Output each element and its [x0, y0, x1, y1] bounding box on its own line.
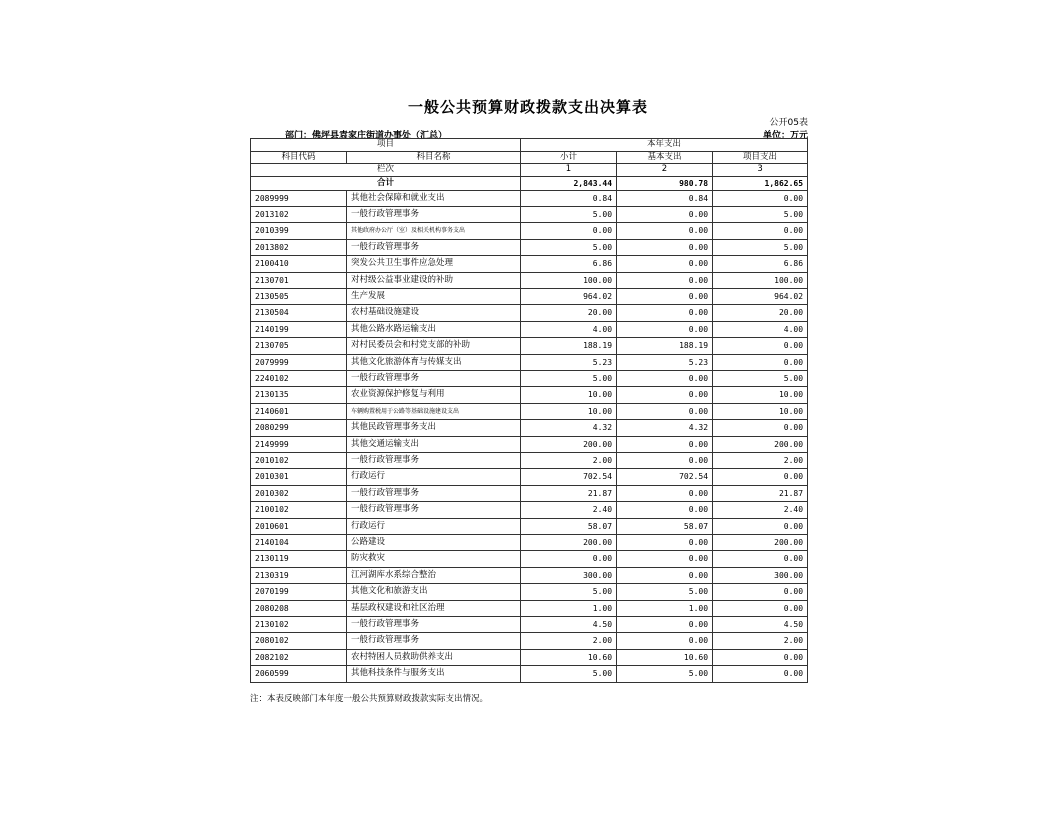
- table-row: [251, 518, 808, 534]
- table-row: [251, 190, 808, 206]
- subject-name: 其他公路水路运输支出: [347, 321, 521, 337]
- project-value: 20.00: [713, 305, 808, 321]
- subtotal-value: 5.00: [521, 206, 617, 222]
- subject-code: 2100410: [251, 256, 347, 272]
- header-row-1: [251, 139, 808, 152]
- basic-value: 10.60: [617, 649, 713, 665]
- project-value: 0.00: [713, 190, 808, 206]
- subtotal-value: 58.07: [521, 518, 617, 534]
- table-row: [251, 469, 808, 485]
- basic-value: 0.00: [617, 485, 713, 501]
- subject-name: 一般行政管理事务: [347, 617, 521, 633]
- subject-code: 2130504: [251, 305, 347, 321]
- header-basic: 基本支出: [617, 151, 713, 164]
- project-value: 5.00: [713, 370, 808, 386]
- project-value: 0.00: [713, 518, 808, 534]
- subject-name: 一般行政管理事务: [347, 370, 521, 386]
- project-value: 10.00: [713, 387, 808, 403]
- subtotal-value: 1.00: [521, 600, 617, 616]
- subject-code: 2060599: [251, 666, 347, 682]
- subject-name: 农村基础设施建设: [347, 305, 521, 321]
- basic-value: 0.00: [617, 370, 713, 386]
- project-value: 5.00: [713, 206, 808, 222]
- subtotal-value: 10.00: [521, 403, 617, 419]
- subtotal-value: 100.00: [521, 272, 617, 288]
- table-row: [251, 633, 808, 649]
- subtotal-value: 4.50: [521, 617, 617, 633]
- subject-name: 一般行政管理事务: [347, 239, 521, 255]
- subject-code: 2010301: [251, 469, 347, 485]
- subtotal-value: 20.00: [521, 305, 617, 321]
- subtotal-value: 0.00: [521, 551, 617, 567]
- subtotal-value: 5.23: [521, 354, 617, 370]
- table-row: [251, 256, 808, 272]
- subtotal-value: 6.86: [521, 256, 617, 272]
- project-value: 0.00: [713, 354, 808, 370]
- table-row: [251, 649, 808, 665]
- subject-code: 2010102: [251, 453, 347, 469]
- subtotal-value: 0.84: [521, 190, 617, 206]
- basic-value: 0.00: [617, 633, 713, 649]
- subject-code: 2140104: [251, 535, 347, 551]
- total-label: 合计: [251, 176, 521, 190]
- subject-code: 2079999: [251, 354, 347, 370]
- subject-code: 2240102: [251, 370, 347, 386]
- subject-code: 2130319: [251, 567, 347, 583]
- table-row: [251, 272, 808, 288]
- total-row: [251, 176, 808, 190]
- table-row: [251, 436, 808, 452]
- project-value: 4.50: [713, 617, 808, 633]
- table-row: [251, 502, 808, 518]
- basic-value: 0.00: [617, 403, 713, 419]
- basic-value: 0.00: [617, 305, 713, 321]
- subject-code: 2013102: [251, 206, 347, 222]
- basic-value: 0.00: [617, 567, 713, 583]
- subject-code: 2149999: [251, 436, 347, 452]
- subtotal-value: 2.00: [521, 453, 617, 469]
- form-number: 公开05表: [769, 118, 808, 128]
- subtotal-value: 21.87: [521, 485, 617, 501]
- table-row: [251, 600, 808, 616]
- subject-name: 其他社会保障和就业支出: [347, 190, 521, 206]
- subject-name: 生产发展: [347, 288, 521, 304]
- header-col-1: 1: [521, 164, 617, 177]
- subject-name: 行政运行: [347, 518, 521, 534]
- basic-value: 0.00: [617, 206, 713, 222]
- project-value: 2.00: [713, 453, 808, 469]
- subject-code: 2070199: [251, 584, 347, 600]
- table-row: [251, 239, 808, 255]
- subtotal-value: 10.00: [521, 387, 617, 403]
- table-row: [251, 551, 808, 567]
- subject-code: 2130505: [251, 288, 347, 304]
- header-col-3: 3: [713, 164, 808, 177]
- subject-name: 一般行政管理事务: [347, 633, 521, 649]
- project-value: 0.00: [713, 666, 808, 682]
- basic-value: 5.00: [617, 666, 713, 682]
- subtotal-value: 5.00: [521, 666, 617, 682]
- project-value: 200.00: [713, 436, 808, 452]
- basic-value: 0.00: [617, 453, 713, 469]
- subtotal-value: 964.02: [521, 288, 617, 304]
- subject-code: 2010601: [251, 518, 347, 534]
- subject-code: 2080102: [251, 633, 347, 649]
- basic-value: 702.54: [617, 469, 713, 485]
- subtotal-value: 702.54: [521, 469, 617, 485]
- unit-label: 单位：万元: [762, 131, 808, 141]
- basic-value: 0.00: [617, 321, 713, 337]
- table-row: [251, 354, 808, 370]
- table-row: [251, 420, 808, 436]
- basic-value: 0.84: [617, 190, 713, 206]
- total-basic: 980.78: [617, 176, 713, 190]
- footnote: 注：本表反映部门本年度一般公共预算财政拨款实际支出情况。: [250, 694, 489, 704]
- header-code: 科目代码: [251, 151, 347, 164]
- subtotal-value: 4.00: [521, 321, 617, 337]
- subtotal-value: 300.00: [521, 567, 617, 583]
- table-row: [251, 338, 808, 354]
- table-row: [251, 305, 808, 321]
- project-value: 10.00: [713, 403, 808, 419]
- subtotal-value: 188.19: [521, 338, 617, 354]
- project-value: 0.00: [713, 420, 808, 436]
- subject-name: 对村民委员会和村党支部的补助: [347, 338, 521, 354]
- subject-code: 2130705: [251, 338, 347, 354]
- table-row: [251, 485, 808, 501]
- header-project: 项目: [251, 139, 521, 152]
- table-row: [251, 535, 808, 551]
- subject-name: 其他科技条件与服务支出: [347, 666, 521, 682]
- subject-name: 车辆购置税用于公路等基础设施建设支出: [347, 403, 521, 419]
- basic-value: 0.00: [617, 551, 713, 567]
- project-value: 200.00: [713, 535, 808, 551]
- header-subtotal: 小计: [521, 151, 617, 164]
- basic-value: 0.00: [617, 288, 713, 304]
- project-value: 2.40: [713, 502, 808, 518]
- table-row: [251, 453, 808, 469]
- basic-value: 0.00: [617, 436, 713, 452]
- subtotal-value: 10.60: [521, 649, 617, 665]
- project-value: 0.00: [713, 223, 808, 239]
- subject-name: 防灾救灾: [347, 551, 521, 567]
- subject-code: 2010399: [251, 223, 347, 239]
- basic-value: 0.00: [617, 502, 713, 518]
- header-name: 科目名称: [347, 151, 521, 164]
- basic-value: 188.19: [617, 338, 713, 354]
- table-row: [251, 584, 808, 600]
- header-project-expense: 项目支出: [713, 151, 808, 164]
- subject-name: 公路建设: [347, 535, 521, 551]
- table-row: [251, 567, 808, 583]
- subject-code: 2080208: [251, 600, 347, 616]
- subject-name: 一般行政管理事务: [347, 206, 521, 222]
- subject-name: 其他交通运输支出: [347, 436, 521, 452]
- subject-name: 对村级公益事业建设的补助: [347, 272, 521, 288]
- basic-value: 0.00: [617, 272, 713, 288]
- header-row-3: [251, 164, 808, 177]
- basic-value: 0.00: [617, 617, 713, 633]
- subject-name: 江河湖库水系综合整治: [347, 567, 521, 583]
- subject-name: 突发公共卫生事件应急处理: [347, 256, 521, 272]
- project-value: 100.00: [713, 272, 808, 288]
- table-row: [251, 370, 808, 386]
- page-title: 一般公共预算财政拨款支出决算表: [407, 98, 648, 116]
- subject-name: 行政运行: [347, 469, 521, 485]
- subtotal-value: 200.00: [521, 535, 617, 551]
- basic-value: 0.00: [617, 535, 713, 551]
- project-value: 0.00: [713, 600, 808, 616]
- subject-name: 其他政府办公厅（室）及相关机构事务支出: [347, 223, 521, 239]
- table-row: [251, 403, 808, 419]
- header-current-year: 本年支出: [521, 139, 808, 152]
- subtotal-value: 5.00: [521, 584, 617, 600]
- project-value: 21.87: [713, 485, 808, 501]
- subject-code: 2130135: [251, 387, 347, 403]
- basic-value: 5.23: [617, 354, 713, 370]
- subject-code: 2082102: [251, 649, 347, 665]
- project-value: 0.00: [713, 649, 808, 665]
- table-row: [251, 223, 808, 239]
- project-value: 0.00: [713, 469, 808, 485]
- subject-code: 2080299: [251, 420, 347, 436]
- basic-value: 0.00: [617, 223, 713, 239]
- table-row: [251, 387, 808, 403]
- subtotal-value: 4.32: [521, 420, 617, 436]
- subject-name: 一般行政管理事务: [347, 502, 521, 518]
- subtotal-value: 200.00: [521, 436, 617, 452]
- subject-name: 一般行政管理事务: [347, 485, 521, 501]
- department-label: 部门：佛坪县袁家庄街道办事处（汇总）: [285, 131, 448, 141]
- basic-value: 5.00: [617, 584, 713, 600]
- subtotal-value: 2.40: [521, 502, 617, 518]
- subject-name: 其他民政管理事务支出: [347, 420, 521, 436]
- table-row: [251, 288, 808, 304]
- subject-code: 2130102: [251, 617, 347, 633]
- header-row-number: 栏次: [251, 164, 521, 177]
- project-value: 0.00: [713, 551, 808, 567]
- total-subtotal: 2,843.44: [521, 176, 617, 190]
- project-value: 0.00: [713, 338, 808, 354]
- subject-name: 农业资源保护修复与利用: [347, 387, 521, 403]
- project-value: 0.00: [713, 584, 808, 600]
- basic-value: 0.00: [617, 387, 713, 403]
- table-row: [251, 206, 808, 222]
- subject-code: 2140601: [251, 403, 347, 419]
- table-row: [251, 321, 808, 337]
- subtotal-value: 5.00: [521, 239, 617, 255]
- subject-code: 2010302: [251, 485, 347, 501]
- basic-value: 0.00: [617, 239, 713, 255]
- project-value: 6.86: [713, 256, 808, 272]
- project-value: 964.02: [713, 288, 808, 304]
- subject-code: 2100102: [251, 502, 347, 518]
- basic-value: 4.32: [617, 420, 713, 436]
- subtotal-value: 5.00: [521, 370, 617, 386]
- project-value: 300.00: [713, 567, 808, 583]
- subject-code: 2130119: [251, 551, 347, 567]
- project-value: 2.00: [713, 633, 808, 649]
- subject-code: 2140199: [251, 321, 347, 337]
- subtotal-value: 0.00: [521, 223, 617, 239]
- table-row: [251, 666, 808, 682]
- subject-name: 其他文化旅游体育与传媒支出: [347, 354, 521, 370]
- subject-code: 2130701: [251, 272, 347, 288]
- subject-name: 其他文化和旅游支出: [347, 584, 521, 600]
- subject-name: 基层政权建设和社区治理: [347, 600, 521, 616]
- basic-value: 1.00: [617, 600, 713, 616]
- basic-value: 0.00: [617, 256, 713, 272]
- project-value: 4.00: [713, 321, 808, 337]
- header-row-2: [251, 151, 808, 164]
- project-value: 5.00: [713, 239, 808, 255]
- table-row: [251, 617, 808, 633]
- header-col-2: 2: [617, 164, 713, 177]
- subject-name: 农村特困人员救助供养支出: [347, 649, 521, 665]
- subject-code: 2089999: [251, 190, 347, 206]
- expenditure-table: [250, 138, 808, 683]
- basic-value: 58.07: [617, 518, 713, 534]
- subject-code: 2013802: [251, 239, 347, 255]
- subtotal-value: 2.00: [521, 633, 617, 649]
- subject-name: 一般行政管理事务: [347, 453, 521, 469]
- total-project: 1,862.65: [713, 176, 808, 190]
